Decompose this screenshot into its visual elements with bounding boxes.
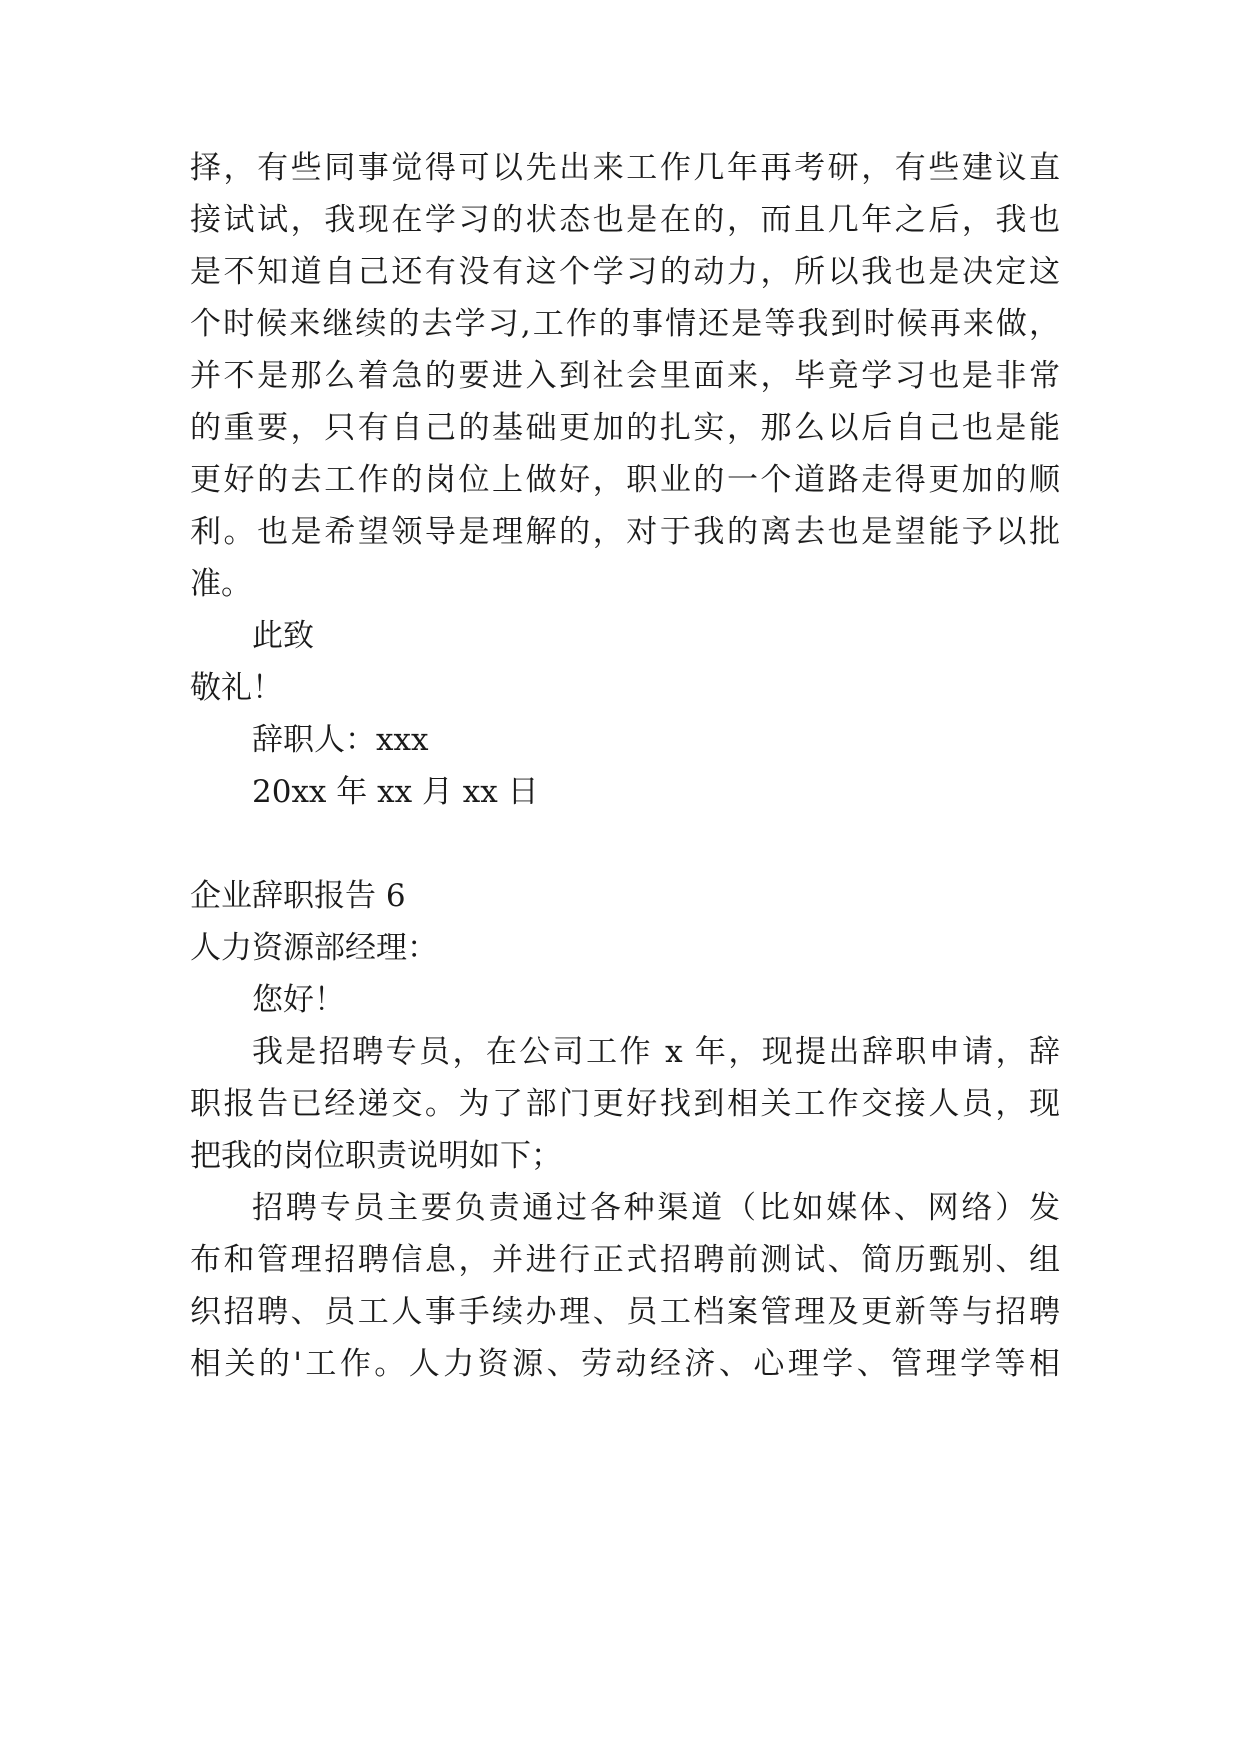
- text-line: 布和管理招聘信息，并进行正式招聘前测试、简历甄别、组: [190, 1242, 1060, 1278]
- text-line: 相关的'工作。人力资源、劳动经济、心理学、管理学等相: [190, 1346, 1060, 1382]
- signature-date: 20xx 年 xx 月 xx 日: [252, 774, 539, 810]
- greeting: 您好！: [252, 982, 345, 1018]
- text-line: 职报告已经递交。为了部门更好找到相关工作交接人员，现: [190, 1086, 1060, 1122]
- text-line: 准。: [190, 566, 252, 602]
- text-line: 接试试，我现在学习的状态也是在的，而且几年之后，我也: [190, 202, 1060, 238]
- text-line: 招聘专员主要负责通过各种渠道（比如媒体、网络）发: [252, 1190, 1060, 1226]
- closing-regards: 敬礼！: [190, 670, 283, 706]
- text-line: 是不知道自己还有没有这个学习的动力，所以我也是决定这: [190, 254, 1060, 290]
- text-line: 择，有些同事觉得可以先出来工作几年再考研，有些建议直: [190, 150, 1060, 186]
- signer-name: 辞职人：xxx: [252, 722, 429, 758]
- text-line: 的重要，只有自己的基础更加的扎实，那么以后自己也是能: [190, 410, 1060, 446]
- text-line: 更好的去工作的岗位上做好，职业的一个道路走得更加的顺: [190, 462, 1060, 498]
- text-line: 并不是那么着急的要进入到社会里面来，毕竟学习也是非常: [190, 358, 1060, 394]
- closing-salutation: 此致: [252, 618, 314, 654]
- addressee: 人力资源部经理：: [190, 930, 438, 966]
- section-title: 企业辞职报告 6: [190, 878, 406, 914]
- text-line: 把我的岗位职责说明如下；: [190, 1138, 562, 1174]
- text-line: 织招聘、员工人事手续办理、员工档案管理及更新等与招聘: [190, 1294, 1060, 1330]
- text-line: 我是招聘专员，在公司工作 x 年，现提出辞职申请，辞: [252, 1034, 1060, 1070]
- text-line: 个时候来继续的去学习,工作的事情还是等我到时候再来做，: [190, 306, 1060, 342]
- text-line: 利。也是希望领导是理解的，对于我的离去也是望能予以批: [190, 514, 1060, 550]
